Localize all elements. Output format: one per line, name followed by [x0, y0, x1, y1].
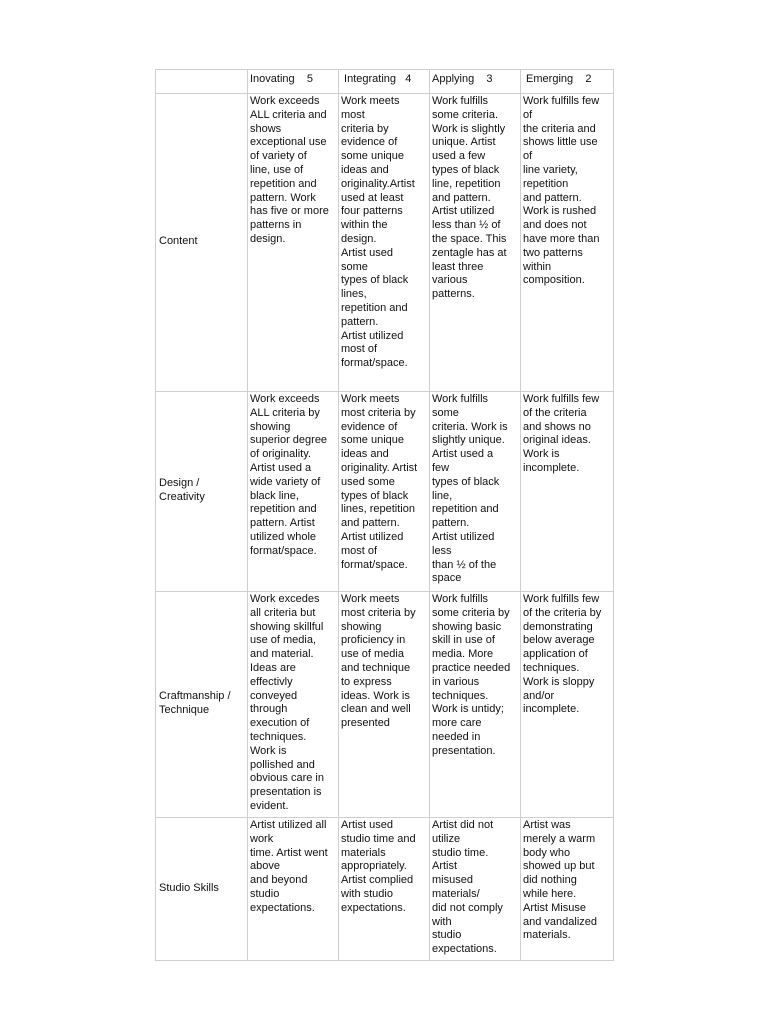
row-label-content: Content: [156, 94, 248, 392]
table-cell: Artist did not utilize studio time. Artist misused materials/ did not comply with studio expectations.: [430, 818, 521, 961]
table-cell: Work exceeds ALL criteria by showing superior degree of originality. Artist used a wide variety of black line, repetition and pattern. Artist utilized whole format/space.: [248, 392, 339, 592]
table-cell: Work exceeds ALL criteria and shows exceptional use of variety of line, use of repetition and pattern. Work has five or more patterns in design.: [248, 94, 339, 392]
header-level-integrating: Integrating 4: [339, 70, 430, 94]
rubric-table: [155, 69, 614, 961]
table-cell: Work fulfills few of the criteria by demonstrating below average application of techniques. Work is sloppy and/or incomplete.: [521, 592, 614, 818]
table-cell: Work fulfills few of the criteria and shows little use of line variety, repetition and pattern. Work is rushed and does not have more than two patterns within composition.: [521, 94, 614, 392]
table-cell: Work fulfills some criteria. Work is slightly unique. Artist used a few types of black line, repetition and pattern. Artist utilized less than ½ of the space. This zentagle has at least three various patterns.: [430, 94, 521, 392]
row-label-studio-skills: Studio Skills: [156, 818, 248, 961]
table-row: [156, 592, 614, 818]
row-label-craftmanship-technique: Craftmanship / Technique: [156, 592, 248, 818]
header-level-applying: Applying 3: [430, 70, 521, 94]
header-corner-cell: [156, 70, 248, 94]
table-cell: Work meets most criteria by showing proficiency in use of media and technique to express ideas. Work is clean and well presented: [339, 592, 430, 818]
table-cell: Work meets most criteria by evidence of some unique ideas and originality. Artist used some types of black lines, repetition and pattern. Artist utilized most of format/space.: [339, 392, 430, 592]
header-level-emerging: Emerging 2: [521, 70, 614, 94]
table-row: [156, 392, 614, 592]
table-cell: Artist used studio time and materials appropriately. Artist complied with studio expectations.: [339, 818, 430, 961]
table-cell: Work fulfills some criteria. Work is slightly unique. Artist used a few types of black line, repetition and pattern. Artist utilized less than ½ of the space: [430, 392, 521, 592]
table-row: [156, 818, 614, 961]
table-cell: Artist was merely a warm body who showed up but did nothing while here. Artist Misuse and vandalized materials.: [521, 818, 614, 961]
table-cell: Artist utilized all work time. Artist went above and beyond studio expectations.: [248, 818, 339, 961]
table-cell: Work fulfills some criteria by showing basic skill in use of media. More practice needed in various techniques. Work is untidy; more care needed in presentation.: [430, 592, 521, 818]
header-level-inovating: Inovating 5: [248, 70, 339, 94]
table-cell: Work excedes all criteria but showing skillful use of media, and material. Ideas are effectivly conveyed through execution of techniques. Work is pollished and obvious care in presentation is evident.: [248, 592, 339, 818]
table-row: [156, 94, 614, 392]
header-row: [156, 70, 614, 94]
table-cell: Work meets most criteria by evidence of some unique ideas and originality.Artist used at least four patterns within the design. Artist used some types of black lines, repetition and pattern. Artist utilized most of format/space.: [339, 94, 430, 392]
table-cell: Work fulfills few of the criteria and shows no original ideas. Work is incomplete.: [521, 392, 614, 592]
row-label-design-creativity: Design / Creativity: [156, 392, 248, 592]
